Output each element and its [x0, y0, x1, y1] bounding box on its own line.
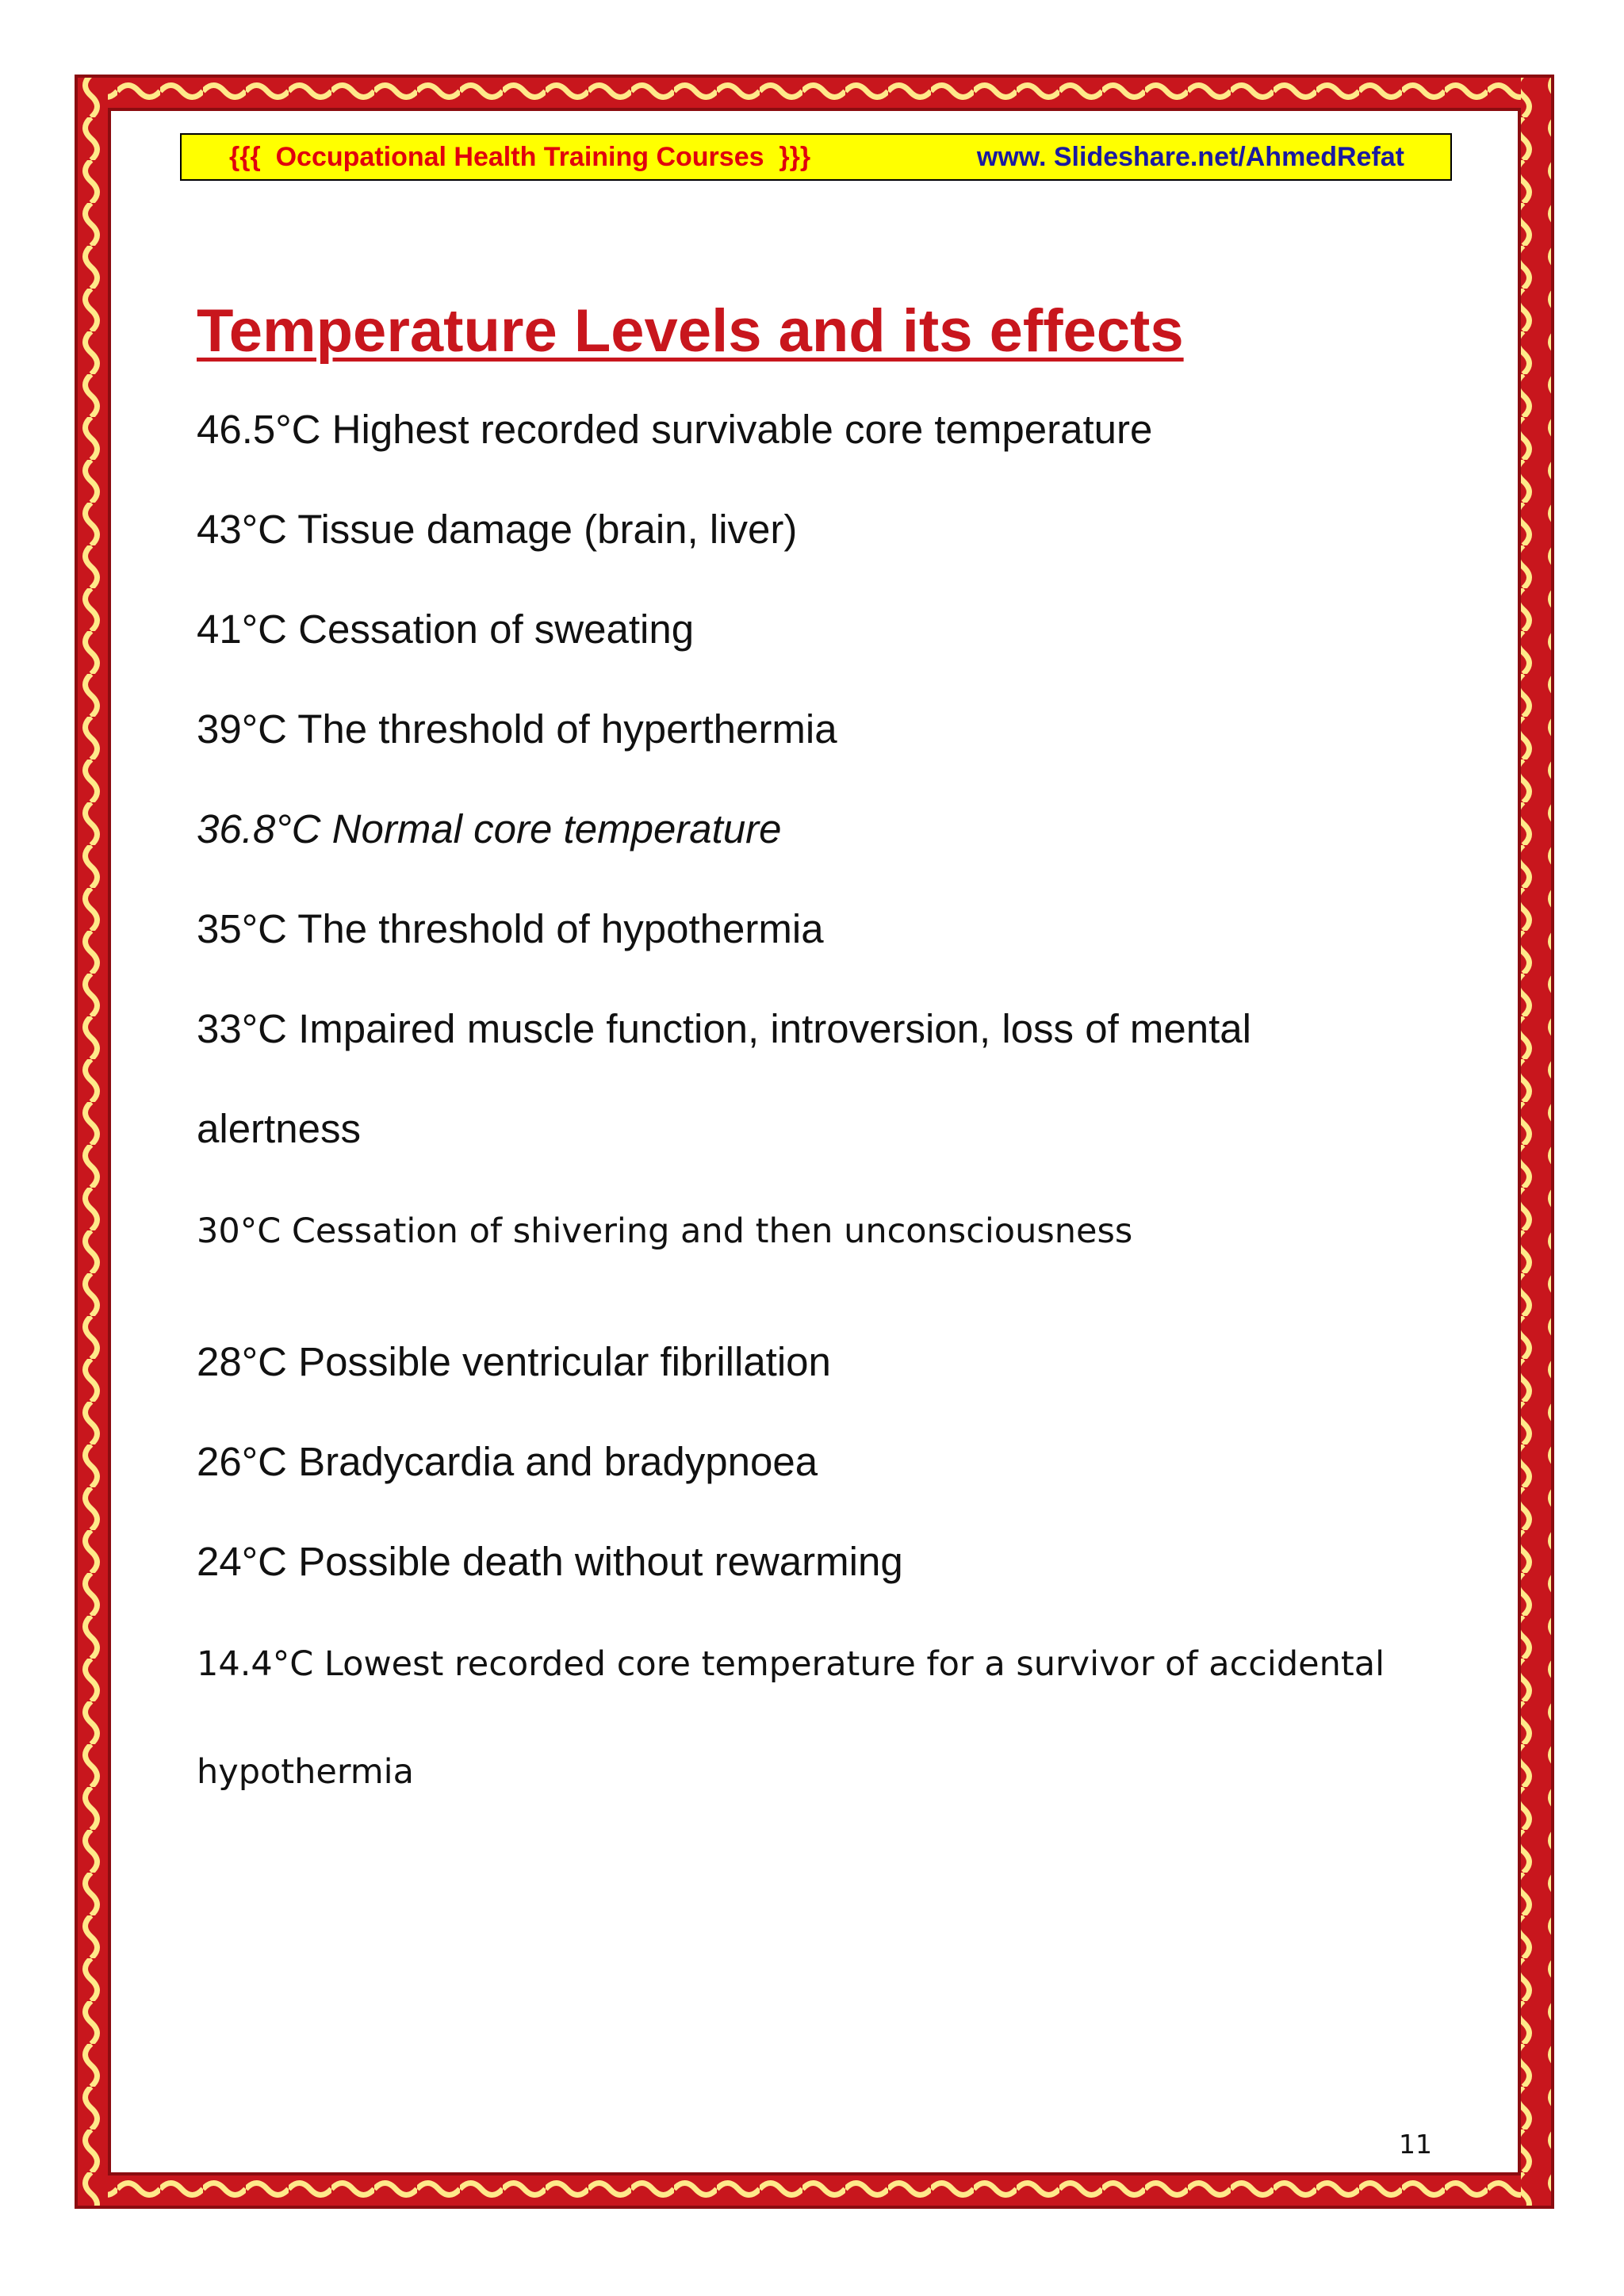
temperature-item-33-continued: alertness: [197, 1106, 361, 1151]
temperature-item-24: 24°C Possible death without rewarming: [197, 1539, 903, 1584]
temperature-item-28: 28°C Possible ventricular fibrillation: [197, 1339, 831, 1384]
temperature-item-43: 43°C Tissue damage (brain, liver): [197, 507, 798, 552]
page-number: 11: [1399, 2129, 1432, 2160]
temperature-item-14-4: 14.4°C Lowest recorded core temperature for a survivor of accidental: [197, 1644, 1385, 1684]
temperature-item-46-5: 46.5°C Highest recorded survivable core temperature: [197, 407, 1153, 452]
temperature-item-39: 39°C The threshold of hyperthermia: [197, 706, 837, 752]
temperature-item-26: 26°C Bradycardia and bradypnoea: [197, 1439, 818, 1484]
header-open-braces: {{{: [229, 142, 261, 172]
temperature-item-14-4-continued: hypothermia: [197, 1752, 414, 1792]
page-title: Temperature Levels and its effects: [197, 297, 1184, 365]
header-course-title: [229, 135, 810, 179]
temperature-item-41: 41°C Cessation of sweating: [197, 607, 695, 652]
temperature-item-30: 30°C Cessation of shivering and then unconsciousness: [197, 1211, 1133, 1251]
temperature-item-33: 33°C Impaired muscle function, introversion, loss of mental: [197, 1006, 1251, 1051]
temperature-item-36-8-normal: 36.8°C Normal core temperature: [197, 806, 782, 851]
header-course-label: Occupational Health Training Courses: [275, 142, 764, 172]
temperature-item-35: 35°C The threshold of hypothermia: [197, 906, 824, 951]
header-close-braces: }}}: [779, 142, 811, 172]
header-banner: [180, 133, 1452, 181]
header-website-link[interactable]: www. Slideshare.net/AhmedRefat: [976, 142, 1404, 172]
